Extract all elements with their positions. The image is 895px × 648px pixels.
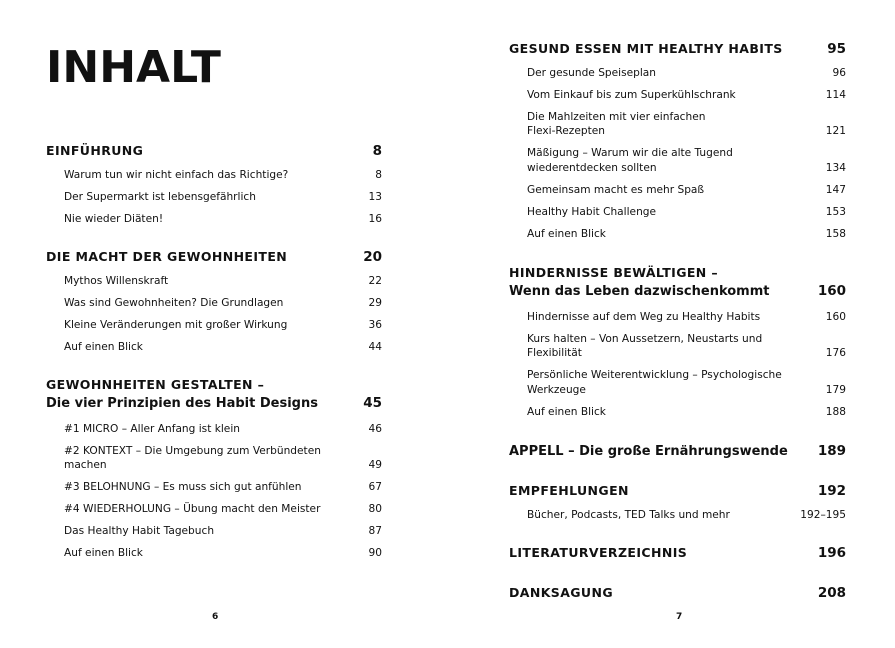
section-title: GEWOHNHEITEN GESTALTEN – xyxy=(46,377,265,392)
entry-list xyxy=(509,508,846,523)
section-title: EINFÜHRUNG xyxy=(46,143,144,158)
section-subtitle: Die vier Prinzipien des Habit Designs xyxy=(46,396,318,411)
page-number: 6 xyxy=(212,612,219,622)
toc-entry[interactable] xyxy=(46,524,382,539)
entry-page: 87 xyxy=(368,525,382,537)
entry-title: Die Mahlzeiten mit vier einfachen Flexi-Rezepten xyxy=(527,110,706,137)
entry-page: 134 xyxy=(825,161,846,174)
entry-page: 44 xyxy=(368,340,382,353)
toc-section-danksagung xyxy=(509,584,846,602)
section-page: 20 xyxy=(363,249,382,265)
entry-title: #2 KONTEXT – Die Umgebung zum Verbündeten machen xyxy=(64,444,321,471)
section-subtitle: Wenn das Leben dazwischenkommt xyxy=(509,284,770,299)
toc-entry[interactable] xyxy=(509,66,846,81)
section-page: 160 xyxy=(817,283,846,299)
entry-title: Auf einen Blick xyxy=(64,340,143,353)
entry-title: Auf einen Blick xyxy=(527,227,606,240)
toc-section-macht-der-gewohnheiten xyxy=(46,248,382,354)
section-heading[interactable] xyxy=(509,442,846,462)
toc-entry[interactable] xyxy=(46,502,382,517)
toc-entry[interactable] xyxy=(46,296,382,311)
entry-page: 8 xyxy=(375,168,382,181)
entry-list xyxy=(509,66,846,242)
entry-page: 36 xyxy=(368,318,382,331)
entry-title: Kurs halten – Von Aussetzern, Neustarts und Flexibilität xyxy=(527,332,763,359)
section-title: EMPFEHLUNGEN xyxy=(509,483,629,498)
entry-list xyxy=(46,274,382,355)
toc-entry[interactable] xyxy=(509,146,846,175)
section-heading[interactable] xyxy=(509,264,846,302)
section-page: 208 xyxy=(817,585,846,601)
entry-page: 176 xyxy=(825,347,846,359)
toc-entry[interactable] xyxy=(509,110,846,139)
entry-title: Mäßigung – Warum wir die alte Tugend wiederentdecken sollten xyxy=(527,147,733,174)
entry-title: Nie wieder Diäten! xyxy=(64,212,164,225)
page-number: 7 xyxy=(676,612,683,622)
toc-entry[interactable] xyxy=(509,405,846,420)
toc-section-hindernisse xyxy=(509,264,846,419)
toc-entry[interactable] xyxy=(46,168,382,183)
entry-title: #4 WIEDERHOLUNG – Übung macht den Meister xyxy=(64,503,321,515)
section-heading[interactable] xyxy=(46,248,382,266)
toc-entry[interactable] xyxy=(46,340,382,355)
entry-page: 96 xyxy=(832,66,846,79)
entry-title: Mythos Willenskraft xyxy=(64,274,169,287)
section-heading[interactable] xyxy=(509,40,846,58)
section-heading[interactable] xyxy=(46,376,382,414)
toc-entry[interactable] xyxy=(46,274,382,289)
entry-title: Hindernisse auf dem Weg zu Healthy Habits xyxy=(527,310,761,323)
entry-title: Was sind Gewohnheiten? Die Grundlagen xyxy=(64,296,284,309)
entry-page: 153 xyxy=(825,205,846,218)
entry-list xyxy=(46,168,382,227)
section-title: GESUND ESSEN MIT HEALTHY HABITS xyxy=(509,41,783,56)
toc-section-gesund-essen xyxy=(509,40,846,241)
entry-page: 121 xyxy=(825,125,846,137)
section-title: LITERATURVERZEICHNIS xyxy=(509,545,688,560)
toc-entry[interactable] xyxy=(46,212,382,227)
section-heading[interactable] xyxy=(509,482,846,500)
entry-page: 188 xyxy=(825,405,846,418)
entry-page: 147 xyxy=(825,183,846,196)
toc-entry[interactable] xyxy=(46,444,382,473)
section-title: DANKSAGUNG xyxy=(509,585,614,600)
entry-title: Warum tun wir nicht einfach das Richtige? xyxy=(64,168,289,181)
toc-entry[interactable] xyxy=(509,508,846,523)
entry-title: Kleine Veränderungen mit großer Wirkung xyxy=(64,318,288,331)
entry-title: Der gesunde Speiseplan xyxy=(527,66,657,79)
entry-title: Gemeinsam macht es mehr Spaß xyxy=(527,183,705,196)
section-title: HINDERNISSE BEWÄLTIGEN – xyxy=(509,265,719,280)
toc-entry[interactable] xyxy=(46,422,382,437)
section-page: 45 xyxy=(363,395,382,411)
entry-page: 29 xyxy=(368,296,382,309)
entry-page: 114 xyxy=(825,88,846,101)
toc-entry[interactable] xyxy=(509,310,846,325)
page-title: INHALT xyxy=(46,42,221,93)
entry-title: Healthy Habit Challenge xyxy=(527,205,657,218)
entry-list xyxy=(46,422,382,561)
entry-title: Bücher, Podcasts, TED Talks und mehr xyxy=(527,508,730,521)
entry-page: 49 xyxy=(368,459,382,471)
section-page: 196 xyxy=(817,545,846,561)
entry-page: 46 xyxy=(368,422,382,435)
toc-entry[interactable] xyxy=(509,205,846,220)
entry-title: Persönliche Weiterentwicklung – Psychologische Werkzeuge xyxy=(527,369,782,396)
section-page: 189 xyxy=(817,443,846,459)
left-page xyxy=(0,0,447,648)
section-title: APPELL – Die große Ernährungswende xyxy=(509,444,788,459)
entry-page: 160 xyxy=(825,310,846,323)
toc-section-einfuehrung xyxy=(46,142,382,226)
entry-title: #3 BELOHNUNG – Es muss sich gut anfühlen xyxy=(64,481,302,493)
entry-page: 90 xyxy=(368,547,382,559)
section-heading[interactable] xyxy=(509,584,846,602)
entry-title: Auf einen Blick xyxy=(527,405,606,418)
entry-title: Das Healthy Habit Tagebuch xyxy=(64,525,215,537)
toc-entry[interactable] xyxy=(46,190,382,205)
entry-title: Der Supermarkt ist lebensgefährlich xyxy=(64,190,256,203)
right-page xyxy=(448,0,895,648)
toc-section-gewohnheiten-gestalten xyxy=(46,376,382,561)
toc-entry[interactable] xyxy=(509,332,846,361)
toc-entry[interactable] xyxy=(46,480,382,495)
entry-title: Auf einen Blick xyxy=(64,547,143,559)
entry-page: 22 xyxy=(368,274,382,287)
entry-page: 13 xyxy=(368,190,382,203)
entry-page: 16 xyxy=(368,212,382,225)
entry-page: 179 xyxy=(825,383,846,396)
toc-section-empfehlungen xyxy=(509,482,846,522)
entry-list xyxy=(509,310,846,420)
toc-entry[interactable] xyxy=(509,88,846,103)
section-page: 95 xyxy=(827,41,846,57)
entry-page: 80 xyxy=(368,503,382,515)
section-title: DIE MACHT DER GEWOHNHEITEN xyxy=(46,249,288,264)
entry-title: Vom Einkauf bis zum Superkühlschrank xyxy=(527,88,736,101)
toc-entry[interactable] xyxy=(509,368,846,397)
entry-page: 158 xyxy=(825,227,846,240)
section-page: 8 xyxy=(372,143,382,159)
toc-section-literaturverzeichnis xyxy=(509,544,846,562)
toc-entry[interactable] xyxy=(46,318,382,333)
section-heading[interactable] xyxy=(509,544,846,562)
section-heading[interactable] xyxy=(46,142,382,160)
entry-page: 67 xyxy=(368,481,382,493)
toc-section-appell xyxy=(509,442,846,462)
toc-entry[interactable] xyxy=(509,183,846,198)
toc-entry[interactable] xyxy=(509,227,846,242)
section-page: 192 xyxy=(817,483,846,499)
entry-page: 192–195 xyxy=(800,508,846,521)
toc-entry[interactable] xyxy=(46,546,382,561)
entry-title: #1 MICRO – Aller Anfang ist klein xyxy=(64,422,240,435)
